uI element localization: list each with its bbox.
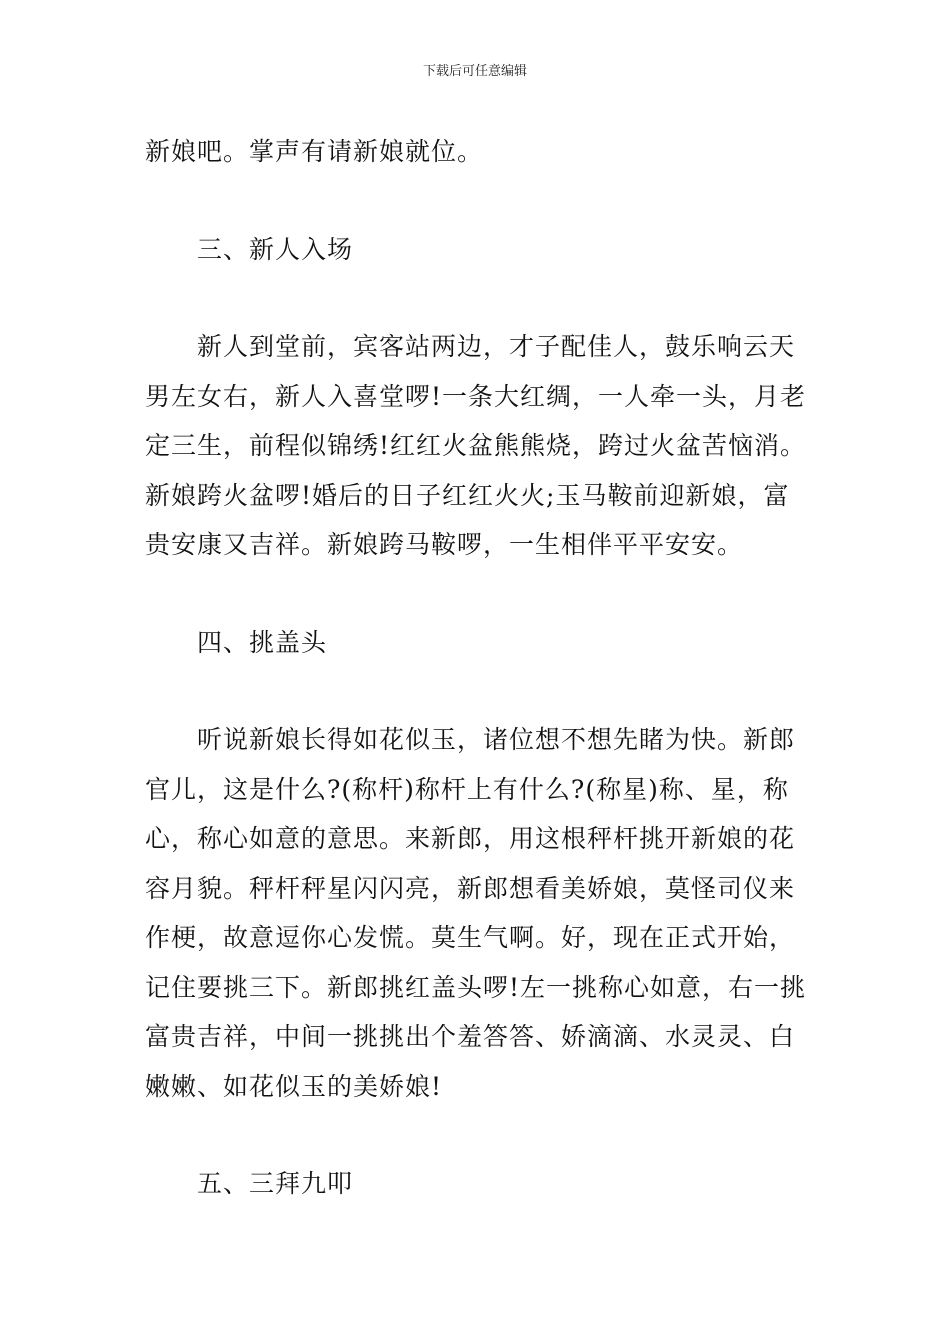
paragraph-continuation — [145, 127, 810, 177]
section-heading-5 — [145, 1159, 810, 1209]
text-line: 官儿，这是什么?(称杆)称杆上有什么?(称星)称、星，称 — [145, 774, 789, 804]
heading-text: 五、三拜九叩 — [197, 1169, 354, 1198]
text-line: 心，称心如意的意思。来新郎，用这根秤杆挑开新娘的花 — [145, 824, 796, 853]
text-line: 记住要挑三下。新郎挑红盖头啰!左一挑称心如意，右一挑 — [145, 972, 807, 1002]
text-line: 新娘吧。掌声有请新娘就位。 — [145, 137, 484, 166]
section-heading-4 — [145, 618, 810, 668]
text-line: 容月貌。秤杆秤星闪闪亮，新郎想看美娇娘，莫怪司仪来 — [145, 873, 796, 903]
page-header-note: 下载后可任意编辑 — [422, 64, 527, 79]
text-line: 新娘跨火盆啰!婚后的日子红红火火;玉马鞍前迎新娘，富 — [145, 480, 790, 510]
text-line: 定三生，前程似锦绣!红红火盆熊熊烧，跨过火盆苦恼消。 — [145, 431, 807, 460]
text-line: 作梗，故意逗你心发慌。莫生气啊。好，现在正式开始， — [145, 923, 796, 952]
heading-text: 三、新人入场 — [197, 234, 354, 264]
text-line: 嫩嫩、如花似玉的美娇娘! — [145, 1071, 443, 1101]
heading-text: 四、挑盖头 — [197, 627, 328, 657]
text-line: 新人到堂前，宾客站两边，才子配佳人，鼓乐响云天 — [197, 332, 796, 361]
paragraph-lift-veil — [145, 715, 810, 1111]
section-heading-3 — [145, 225, 810, 275]
text-line: 贵安康又吉祥。新娘跨马鞍啰，一生相伴平平安安。 — [145, 530, 744, 559]
paragraph-new-couple-entrance — [145, 322, 810, 570]
text-line: 富贵吉祥，中间一挑挑出个羞答答、娇滴滴、水灵灵、白 — [145, 1022, 796, 1051]
text-line: 听说新娘长得如花似玉，诸位想不想先睹为快。新郎 — [197, 725, 796, 754]
document-body — [145, 127, 810, 1209]
text-line: 男左女右，新人入喜堂啰!一条大红绸，一人牵一头，月老 — [145, 381, 807, 411]
